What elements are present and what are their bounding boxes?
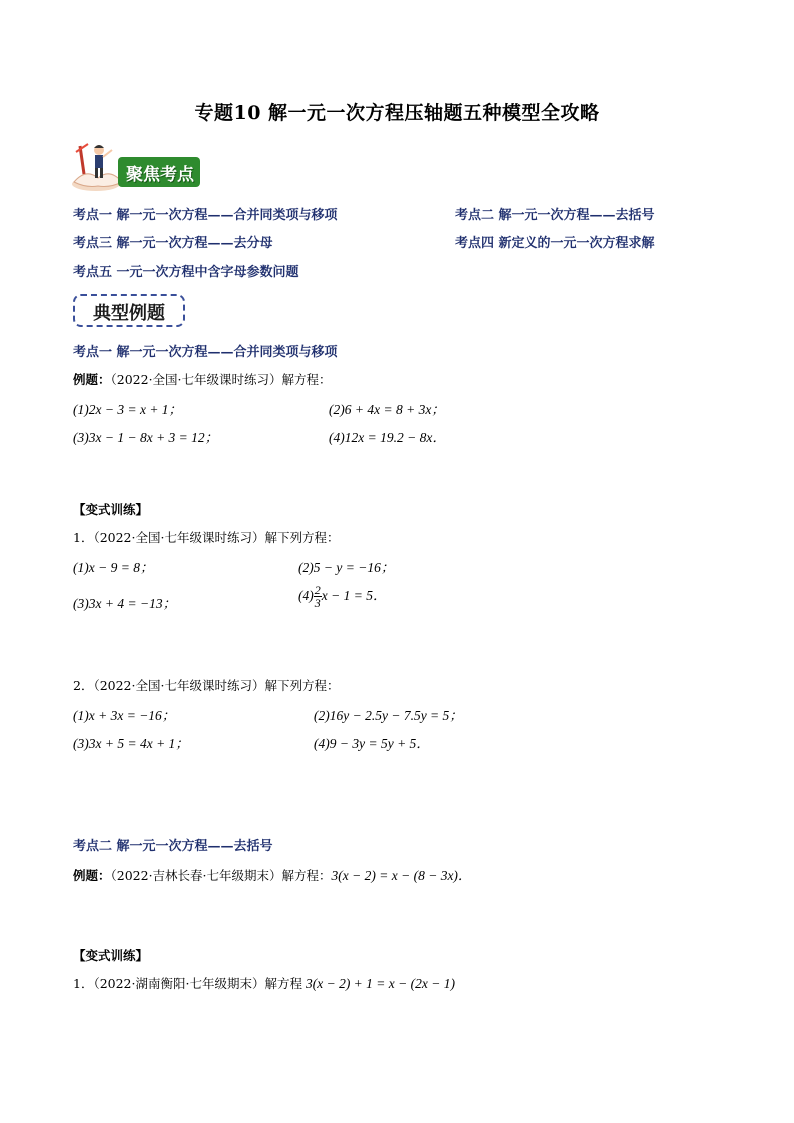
example-label: 例题： xyxy=(73,372,111,387)
variant-training-label: 【变式训练】 xyxy=(73,502,149,517)
p2-equation-4: (4)9 − 3y = 5y + 5． xyxy=(314,736,430,751)
toc-item-4[interactable]: 考点四 新定义的一元一次方程求解 xyxy=(455,236,655,251)
toc-item-5[interactable]: 考点五 一元一次方程中含字母参数问题 xyxy=(73,265,299,280)
p1-eq4-label: (4) xyxy=(298,588,314,603)
section-1-heading: 考点一 解一元一次方程——合并同类项与移项 xyxy=(73,345,338,360)
p1-eq4-rest: x − 1 = 5． xyxy=(321,588,387,603)
problem-text: 1．（2022·湖南衡阳·七年级期末）解方程 xyxy=(73,976,302,991)
fraction-two-thirds xyxy=(314,584,322,609)
toc-item-1[interactable]: 考点一 解一元一次方程——合并同类项与移项 xyxy=(73,208,338,223)
problem-1-text: 1．（2022·全国·七年级课时练习）解下列方程： xyxy=(73,530,340,545)
toc-item-3[interactable]: 考点三 解一元一次方程——去分母 xyxy=(73,236,273,251)
example-label: 例题： xyxy=(73,868,111,883)
p1-equation-4 xyxy=(298,580,386,612)
p1-equation-2: (2)5 − y = −16； xyxy=(298,560,395,575)
typical-examples-label: 典型例题 xyxy=(93,303,165,324)
problem-2-text: 2．（2022·全国·七年级课时练习）解下列方程： xyxy=(73,678,340,693)
equation-1: (1)2x − 3 = x + 1； xyxy=(73,402,183,417)
example-equation: 3(x − 2) = x − (8 − 3x)． xyxy=(331,868,472,883)
p1-equation-3: (3)3x + 4 = −13； xyxy=(73,596,177,611)
fraction-denominator: 3 xyxy=(314,596,321,611)
example-source: （2022·全国·七年级课时练习）解方程： xyxy=(110,372,332,387)
page-title: 专题10 解一元一次方程压轴题五种模型全攻略 xyxy=(194,102,600,124)
p2-equation-3: (3)3x + 5 = 4x + 1； xyxy=(73,736,189,751)
section-2-heading: 考点二 解一元一次方程——去括号 xyxy=(73,839,273,854)
section-2-problem-1 xyxy=(73,974,455,992)
toc-item-2[interactable]: 考点二 解一元一次方程——去括号 xyxy=(455,208,655,223)
problem-equation: 3(x − 2) + 1 = x − (2x − 1) xyxy=(305,976,455,991)
fraction-numerator: 2 xyxy=(314,583,321,598)
equation-2: (2)6 + 4x = 8 + 3x； xyxy=(329,402,445,417)
p2-equation-1: (1)x + 3x = −16； xyxy=(73,708,176,723)
example-source: （2022·吉林长春·七年级期末）解方程： xyxy=(110,868,332,883)
section-1-example xyxy=(73,370,332,388)
p1-equation-1: (1)x − 9 = 8； xyxy=(73,560,154,575)
p2-equation-2: (2)16y − 2.5y − 7.5y = 5； xyxy=(314,708,463,723)
variant-training-label-2: 【变式训练】 xyxy=(73,948,149,963)
section-2-example xyxy=(73,864,471,884)
equation-4: (4)12x = 19.2 − 8x． xyxy=(329,430,446,445)
equation-3: (3)3x − 1 − 8x + 3 = 12； xyxy=(73,430,219,445)
focus-banner-label: 聚焦考点 xyxy=(126,165,194,185)
